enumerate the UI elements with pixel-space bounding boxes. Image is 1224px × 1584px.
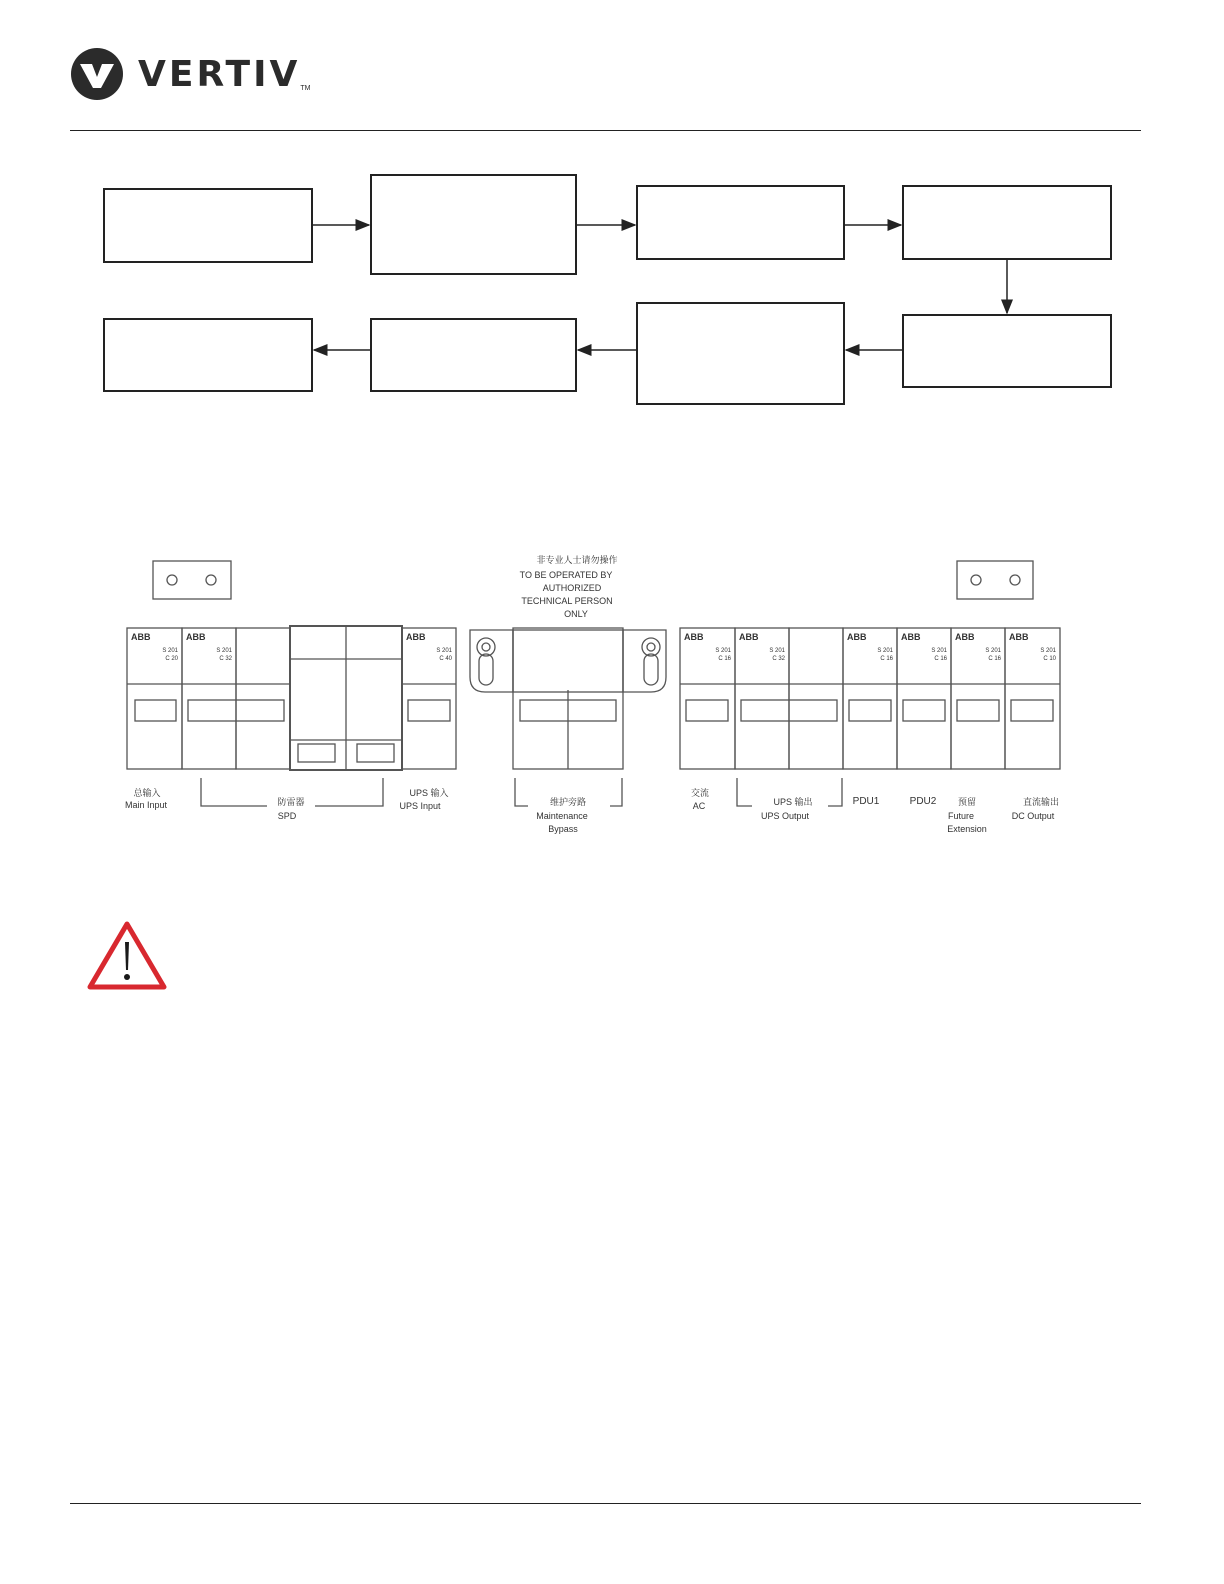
module-rating: C 16 (988, 656, 1001, 662)
label-future: Extension (947, 824, 987, 834)
interlock-cover (470, 630, 666, 692)
brand-name: VERTIV (138, 53, 301, 95)
bypass-warning-line: AUTHORIZED (542, 583, 602, 593)
label-pdu1: PDU1 (852, 796, 880, 807)
breaker-panel-diagram (0, 540, 1224, 850)
label-maint-bypass: Bypass (548, 824, 578, 834)
module-rating: C 40 (439, 656, 452, 662)
module-rating: S 201 (985, 648, 1001, 654)
label-future: Future (947, 811, 975, 821)
module-rating: S 201 (216, 648, 232, 654)
bypass-warning-line: ONLY (564, 609, 588, 619)
procedure-flowchart (0, 160, 1224, 420)
flow-box-5 (903, 315, 1111, 387)
module-brand: ABB (847, 632, 867, 642)
module-brand: ABB (901, 632, 921, 642)
footer-rule (70, 1503, 1141, 1504)
header-rule (70, 130, 1141, 131)
module-rating: S 201 (162, 648, 178, 654)
module-brand: ABB (131, 632, 151, 642)
bypass-warning-line: TECHNICAL PERSON (521, 596, 613, 606)
label-dc-output: DC Output (1011, 811, 1055, 821)
label-spd: SPD (277, 811, 297, 821)
flow-box-7 (371, 319, 576, 391)
label-maint-bypass: Maintenance (536, 811, 588, 821)
bypass-warning-line: TO BE OPERATED BY (519, 570, 613, 580)
module-rating: S 201 (715, 648, 731, 654)
flow-box-2 (371, 175, 576, 274)
module-brand: ABB (955, 632, 975, 642)
flow-box-1 (104, 189, 312, 262)
brand-logo (70, 46, 310, 102)
flow-box-6 (637, 303, 844, 404)
module-brand: ABB (406, 632, 426, 642)
trademark: TM (300, 85, 311, 92)
module-brand: ABB (739, 632, 759, 642)
module-rating: S 201 (436, 648, 452, 654)
label-ac-cn: 交流 (690, 788, 710, 798)
module-rating: C 32 (219, 656, 232, 662)
module-rating: C 16 (718, 656, 731, 662)
label-main-input-cn: 总输入 (133, 788, 161, 798)
label-ups-input-cn: UPS 输入 (409, 788, 449, 798)
label-spd-cn: 防雷器 (277, 797, 305, 807)
bypass-warning-cn: 非专业人士请勿操作 (536, 555, 618, 565)
label-ups-output: UPS Output (760, 811, 810, 821)
module-brand: ABB (684, 632, 704, 642)
label-pdu2: PDU2 (909, 796, 937, 807)
module-rating: S 201 (1040, 648, 1056, 654)
label-maint-bypass-cn: 维护旁路 (549, 797, 587, 807)
module-rating: C 20 (165, 656, 178, 662)
module-brand: ABB (1009, 632, 1029, 642)
flow-box-3 (637, 186, 844, 259)
module-rating: S 201 (769, 648, 785, 654)
label-future-cn: 预留 (957, 797, 977, 807)
label-main-input: Main Input (124, 800, 168, 810)
label-ups-input: UPS Input (399, 801, 441, 811)
breaker-spd-2 (236, 628, 290, 769)
label-dc-output-cn: 直流输出 (1022, 797, 1060, 807)
module-rating: S 201 (931, 648, 947, 654)
breaker-ups-output-2 (789, 628, 843, 769)
module-brand: ABB (186, 632, 206, 642)
module-rating: S 201 (877, 648, 893, 654)
flow-box-8 (104, 319, 312, 391)
warning-triangle-icon (86, 920, 168, 992)
module-rating: C 16 (934, 656, 947, 662)
mounting-plate-right (957, 561, 1033, 599)
mounting-plate-left (153, 561, 231, 599)
label-ac: AC (692, 801, 706, 811)
module-rating: C 10 (1043, 656, 1056, 662)
vertiv-logo-icon (70, 47, 124, 101)
flow-box-4 (903, 186, 1111, 259)
label-ups-output-cn: UPS 输出 (773, 797, 813, 807)
module-rating: C 16 (880, 656, 893, 662)
module-rating: C 32 (772, 656, 785, 662)
